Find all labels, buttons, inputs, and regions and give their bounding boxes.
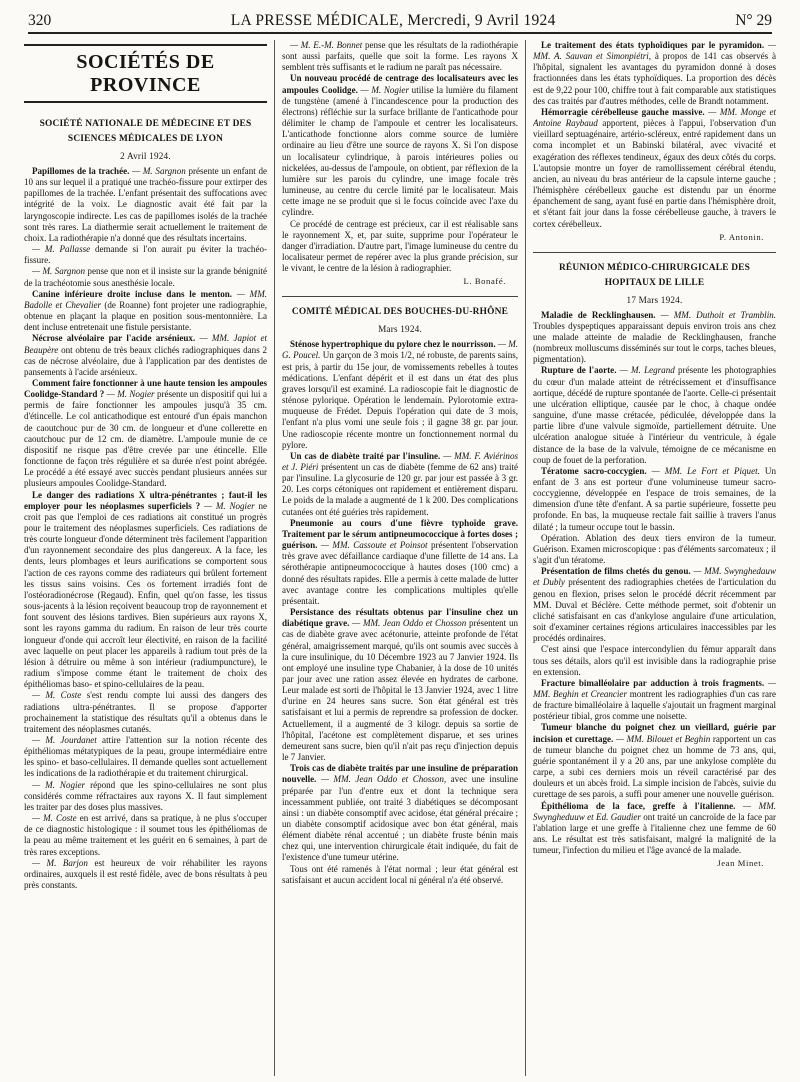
paragraph <box>24 690 267 735</box>
signature-lyon: L. Bonafé. <box>463 276 506 287</box>
marseille-paragraphs-b <box>533 40 776 230</box>
marseille-paragraphs-a <box>282 339 518 886</box>
paragraph-text: présentent des radiographies chetées de l'articulation du genou en flexion, prises selon le procédé décrit récemment par MM. Duval et Béclère. Cette méthode permet, soit d'obtenir un cliché satisfaisant en cas d'ankylose angulaire d'une articulation, soit d'examiner certaines régions articulaires inaccessibles par les procédés ordinaires. <box>533 577 776 644</box>
society-title-marseille: COMITÉ MÉDICAL DES BOUCHES-DU-RHÔNE <box>282 296 518 320</box>
paragraph-text: ne croit pas que l'emploi de ces radiations ait constitué un progrès pour le traitement des néoplasmes superficiels. Ces radiations de très courte longueur d'onde déterminent très facilement l'apparition d'un rayonnement secondaire des plus dangereux. A la face, les dents, leurs plombages et leurs aurifications se comportent sous l'action de ces rayons comme des radiateurs qui brûlent fortement les tissus sains voisins. Ces os fortement irradiés font de l'ostéoradionécrose (Regaud). Enfin, quel qu'on fasse, les tissus sous-jacents à la lésion reçoivent beaucoup trop de rayonnement et font souvent des lésions tardives. Bien supérieurs aux rayons X, sont les rayons gamma du radium. En raison de leur très courte longueur d'onde qui accroît leur électivité, en raison de la facilité avec laquelle on peut placer les appareils à radium tout près de la lésion à détruire ou même à son intérieur (radiumpuncture), le radium s'impose comme étant le traitement de choix des épithéliomas baso- et spino-cellulaires de la peau. <box>24 500 267 690</box>
paragraph <box>24 735 267 780</box>
paragraph-authors: — M. Nogier <box>357 84 409 95</box>
column-middle <box>282 40 518 1080</box>
paragraph <box>24 780 267 813</box>
paragraph-authors: — MM. Monge et Antoine Raybaud <box>533 106 776 129</box>
paragraph-text: présente les photographies du cœur d'un malade atteint de rétrécissement et d'insuffisance aortique, décédé de rupture spontanée de l'aorte. Celle-ci présentait une ulcération elliptique, causée par le choc, à chaque ondée sanguine, d'une masse crétacée, pédiculée, développée dans la partie libre d'une valvule sigmoïde, partiellement détruite. Une ulcération analogue située à l'intérieur du ventricule, à égale distance de la base de la valvule, témoigne de ce mécanisme en coup de fouet de la perforation. <box>533 365 776 465</box>
paragraph-heading: Tumeur blanche du poignet chez un vieillard, guérie par incision et curettage. <box>533 722 776 744</box>
paragraph-authors: — MM. Swynghedauw et Dubly <box>533 566 776 588</box>
paragraph <box>24 378 267 490</box>
paragraph-authors: — MM. A. Sauvan et Simonpiétri, <box>533 40 776 62</box>
paragraph-heading: Épithélioma de la face, greffe à l'italienne. <box>541 800 736 811</box>
society-title-lyon: SOCIÉTÉ NATIONALE DE MÉDECINE ET DES SCIENCES MÉDICALES DE LYON <box>39 119 252 144</box>
paragraph <box>533 801 776 857</box>
paragraph-text: avec une insuline préparée par l'un d'entre eux et dont la technique sera incessamment publiée, ont traité 3 diabétiques se décomposant ainsi : un diabète consomptif avec acidose, état général précaire ; un diabète consomptif acidosique avec bon état général, mais élément diabète rénal accentué ; un diabète fruste bénin mais chez qui, une intervention chirurgicale était indiquée, du fait de l'existence d'une tumeur utérine. <box>282 774 518 863</box>
paragraph-text: Ce procédé de centrage est précieux, car il est réalisable sans le rayonnement X, et, par suite, supprime pour l'opérateur le danger d'irradiation. D'autre part, l'image lumineuse du centre du localisateur permet de repérer avec la plus grande précision, sur le vivant, le centre de la lésion à radiographier. <box>282 218 518 274</box>
paragraph-heading: Un cas de diabète traité par l'insuline. <box>290 450 441 461</box>
paragraph-text: Troubles dyspeptiques apparaissant depuis environ trois ans chez une malade atteinte de maladie de Recklinghausen, franche (nombreux molluscums disséminés sur tout le corps, taches bleues, pigmentation). <box>533 320 776 365</box>
paragraph <box>282 73 518 218</box>
paragraph-text: présentent un cas de diabète grave avec acétonurie, atteinte profonde de l'état général, amaigrissement marqué, qu'ils ont soumis avec succès à la cure insulinique, du 10 Décembre 1923 au 7 Janvier 1924. Ils ont employé une insuline type Chabanier, à la dose de 10 unités par jour avec une ration assez élevée en hydrates de carbone. Leur malade est sorti de l'hôpital le 13 Janvier 1924, avec 1 litre d'urine en 24 heures sans sucre. Son état général est très satisfaisant et lui a permis de reprendre sa profession de docker. Actuellement, il a augmenté de 3 kilogr. depuis sa sortie de l'hôpital, l'acétone est complètement disparue, et ses urines demeurent sans sucre, bien qu'il n'ait pas reçu d'injection depuis le 7 Janvier. <box>282 618 518 763</box>
paragraph-heading: Fracture bimalléolaire par adduction à trois fragments. <box>541 677 765 688</box>
paragraph-authors: — M. Sargnon <box>32 266 86 277</box>
paragraph-text: montrent les radiographies d'un cas rare de fracture bimalléolaire à laquelle s'ajoutait un fragment marginal postérieur tibial, gros comme une noisette. <box>533 688 776 722</box>
paragraph-authors: — MM. Cassoute et Poinsot <box>317 540 428 551</box>
paragraph-heading: Canine inférieure droite incluse dans le menton. <box>32 288 233 299</box>
paragraph-heading: Tératome sacro-coccygien. <box>541 465 647 476</box>
paragraph-heading: Papillomes de la trachée. <box>32 166 130 176</box>
paragraph-text: présentent l'observation très grave avec défaillance cardiaque d'une fillette de 14 ans. La sérothérapie antipneumococcique à hautes doses (100 cmc) a donné des résultats rapides. Elle a permis à cette malade de lutter avec avantage contre les complications multiples qu'elle présentait. <box>282 540 518 606</box>
paragraph-authors: — M. Nogier <box>104 389 155 400</box>
paragraph-heading: Trois cas de diabète traités par une insuline de préparation nouvelle. <box>282 763 518 785</box>
paragraph-heading: Un nouveau procédé de centrage des localisateurs avec les ampoules Coolidge. <box>282 73 518 95</box>
paragraph-text: présente un enfant de 10 ans sur lequel il a pratiqué une trachéo-fissure pour extirper des papillomes de la trachée. L'enfant présentait des suffocations avec intégrité de la voix. Le diagnostic avait été fait par la laryngoscopie indirecte. Les cas de papillomes isolés de la trachée sont très rares. La diathermie serait actuellement le traitement de choix. La radiothérapie n'a donné que des résultats incertains. <box>24 166 267 243</box>
paragraph-authors: — M. Nogier <box>200 500 255 511</box>
paragraph-heading: Le danger des radiations X ultra-pénétrantes ; faut-il les employer pour les néoplasmes superficiels ? <box>24 489 267 511</box>
paragraph-text: Opération. Ablation des deux tiers environ de la tumeur. Guérison. Examen microscopique : pas d'éléments sarcomateux ; il s'agit d'un tératome. <box>533 532 776 566</box>
paragraph <box>533 678 776 723</box>
paragraph-authors: — MM. Le Fort et Piquet. <box>646 465 760 476</box>
paragraph-authors: — M. Pallasse <box>32 244 91 255</box>
journal-title-line: LA PRESSE MÉDICALE, Mercredi, 9 Avril 1924 <box>230 12 556 29</box>
paragraph <box>282 40 518 73</box>
paragraph <box>24 813 267 858</box>
page-header <box>28 10 772 34</box>
section-title: SOCIÉTÉS DE PROVINCE <box>24 44 267 103</box>
paragraph <box>24 289 267 334</box>
paragraph-authors: — MM. Badolle et Chevalier <box>24 288 267 310</box>
paragraph-heading: Nécrose alvéolaire par l'acide arsénieux. <box>32 333 196 344</box>
meeting-date-marseille: Mars 1924. <box>378 324 422 335</box>
paragraph <box>533 310 776 366</box>
paragraph-text: ont obtenu de très beaux clichés radiographiques dans 2 cas de nécrose alvéolaire, due à l'application par des dentistes de pansements à l'acide arsénieux. <box>24 344 267 377</box>
paragraph <box>533 533 776 566</box>
paragraph-text: demande si l'on aurait pu éviter la trachéo-fissure. <box>24 244 267 266</box>
signature-marseille: P. Antonin. <box>719 231 764 242</box>
paragraph-authors: — M. Nogier <box>32 779 86 790</box>
paragraph-text: attire l'attention sur la notion récente des épithéliomas métatypiques de la peau, groupe intermédiaire entre les spino- et baso-cellulaires. Il demande quelles sont actuellement les indications de la radiothérapie et du traitement chirurgical. <box>24 734 267 779</box>
paragraph <box>282 607 518 763</box>
paragraph <box>24 266 267 288</box>
meeting-date-lyon: 2 Avril 1924. <box>120 151 171 161</box>
paragraph-heading: Pneumonie au cours d'une fièvre typhoïde grave. Traitement par le sérum antipneumococcique à fortes doses ; guérison. <box>282 517 518 551</box>
paragraph-heading: Sténose hypertrophique du pylore chez le nourrisson. <box>290 339 496 350</box>
paragraph <box>24 333 267 378</box>
paragraph-heading: Persistance des résultats obtenus par l'insuline chez un diabétique grave. <box>282 607 518 629</box>
paragraph-heading: Comment faire fonctionner à une haute tension les ampoules Coolidge-Standard ? <box>24 377 267 400</box>
signature-lille: Jean Minet. <box>717 858 764 869</box>
paragraph-authors: — M. Jourdanet <box>32 734 97 745</box>
paragraph-heading: Le traitement des états typhoïdiques par le pyramidon. <box>541 40 765 50</box>
paragraph <box>282 864 518 886</box>
paragraph-text: rapportent un cas de tumeur blanche du poignet chez un homme de 73 ans, qui, guérie spontanément il y a 20 ans, par une ankylose complète du carpe, a subi ces derniers mois un réveil caractérisé par des douleurs et un abcès froid. La simple incision de l'abcès, suivie du curettage de ses parois, a suffi pour amener une nouvelle guérison. <box>533 733 776 800</box>
paragraph <box>533 107 776 230</box>
paragraph-authors: — MM. F. Aviérinos et J. Piéri <box>282 450 518 472</box>
paragraph <box>533 644 776 677</box>
paragraph <box>533 365 776 465</box>
paragraph-authors: — MM. Swyngheduuw et Ed. Gaudier <box>533 800 776 822</box>
paragraph-authors: — MM. Japiot et Beaupère <box>24 333 267 355</box>
paragraph <box>282 451 518 518</box>
paragraph-text: présentent un cas de diabète (femme de 62 ans) traité par l'insuline. La glycosurie de 120 gr. par jour est passée à 3 gr. 20. Les corps cétoniques ont rapidement et entièrement disparu. Le poids de la malade a augmenté de 1 k 200. Des complications cutanées ont été guéries très rapidement. <box>282 462 518 517</box>
paragraph <box>24 858 267 891</box>
paragraph-text: Un garçon de 3 mois 1/2, né robuste, de parents sains, est pris, à partir du 15e jour, de vomissements rebelles à toutes médications. L'enfant dépérit et il est dans un état des plus graves lorsqu'il est examiné. La radioscopie fait le diagnostic de sténose pylorique. Opération le lendemain. Pylorotomie extra-muqueuse de Frédet. Depuis l'opération qui date de 3 mois, l'enfant n'a plus vomi une seule fois ; il gagne 38 gr. par jour. Une radioscopie récente montre un fonctionnement normal du pylore. <box>282 350 518 450</box>
column-right <box>533 40 776 1080</box>
meeting-date-lille: 17 Mars 1924. <box>626 294 683 305</box>
paragraph-text: utilise la lumière du filament de tungstène (amené à l'incandescence pour la production des électrons) réfléchie sur la surface brillante de l'anticathode pour délimiter le champ de l'ampoule et centrer les localisateurs. L'anticathode fonctionne alors comme source de lumière ordinaire au lieu d'être une source de rayons X. Si l'on dispose un localisateur cylindrique, à parois intérieures polies ou nickelées, au-dessus de l'ampoule, on obtient, par réflexion de la lumière sur les parois du cylindre, une image focale très lumineuse, au centre du cercle limité par le localisateur. Mais cette image ne se produit que si le focus coïncide avec l'axe du cylindre. <box>282 84 518 218</box>
paragraph-text: pense que non et il insiste sur la grande bénignité de la trachéotomie sous anesthésie locale. <box>24 266 267 288</box>
paragraph-text: apportent, pièces à l'appui, l'observation d'un vieillard septuagénaire, artério-scléreux, entré rapidement dans un coma incomplet et un Babinski bilatéral, avec vivacité et exagération des réflexes tendineux, égaux des deux côtés du corps. L'autopsie montre un foyer de ramollissement cérébral étendu, ancien, au niveau du bras antérieur de la capsule interne gauche ; l'hémisphère cérébelleux gauche est distendu par un énorme épanchement de sang, ayant fusé en partie dans l'hémisphère droit, et s'étant fait jour dans la fosse cérébelleuse gauche, à travers le cortex cérébelleux. <box>533 118 776 229</box>
issue-number: N° 29 <box>735 12 772 29</box>
lille-paragraphs <box>533 310 776 857</box>
paragraph-text: est heureux de voir réhabiliter les rayons ordinaires, auxquels il est resté fidèle, avec de bons résultats à peu près constants. <box>24 857 267 890</box>
paragraph-heading: Maladie de Recklinghausen. <box>541 309 656 320</box>
paragraph-text: C'est ainsi que l'espace intercondylien du fémur apparaît dans tous ses détails, alors qu'il est invisible dans la radiographie prise en extension. <box>533 644 776 677</box>
paragraph <box>282 763 518 863</box>
paragraph <box>282 219 518 275</box>
lyon-paragraphs-a <box>24 166 267 891</box>
paragraph-heading: Rupture de l'aorte. <box>541 365 617 376</box>
paragraph <box>282 339 518 451</box>
paragraph-authors: — M. Coste <box>32 690 82 701</box>
paragraph-authors: — MM. Jean Oddo et Chosson <box>349 618 467 629</box>
paragraph-text: (de Roanne) font projeter une radiographie, obtenue en plaçant la plaque en position sous-mentonnière. La dent incluse entretenait une fistule persistante. <box>24 299 267 333</box>
paragraph-text: s'est rendu compte lui aussi des dangers des radiations ultra-pénétrantes. Il se propose d'apporter prochainement la statistique des résultats qu'il a obtenus dans le traitement des néoplasmes cutanés. <box>24 690 267 734</box>
paragraph-heading: Présentation de films chetés du genou. <box>541 566 691 577</box>
paragraph-authors: — MM. Jean Oddo et Chosson, <box>316 774 447 785</box>
paragraph-text: à propos de 141 cas observés à l'hôpital, signalent les avantages du pyramidon donné à doses fractionnées dans les états typhoïdiques. La proportion des décès est de 9,22 pour 100, chiffre tout à fait comparable aux statistiques des cas traités par d'autres méthodes, celle de Brandt notamment. <box>533 51 776 106</box>
paragraph <box>533 566 776 644</box>
article-columns <box>24 40 776 1080</box>
paragraph-authors: — M. Sargnon <box>129 166 186 176</box>
paragraph-authors: — M. Barjon <box>32 857 88 868</box>
paragraph-authors: — M. E.-M. Bonnet <box>290 40 363 50</box>
paragraph <box>24 244 267 266</box>
paragraph-text: présente un dispositif qui lui a permis de faire fonctionner les ampoules jusqu'à 35 cm. d'étincelle. Le col anticathodique est entouré d'un épais manchon de caoutchouc pur de 30 cm. de longueur et d'une collerette en caoutchouc pur de 12 cm. de diamètre. L'ampoule munie de ce dispositif ne risque pas d'être crevée par une étincelle. Elle fonctionne de façon très régulière et sa durée n'est point abrégée. Le procédé a été essayé avec succès pendant plusieurs années sur plusieurs ampoules Coolidge-Standard. <box>24 389 267 489</box>
paragraph <box>24 490 267 691</box>
paragraph-authors: — MM. Beghin et Creancier <box>533 677 776 699</box>
paragraph-authors: — MM. Bilouet et Beghin <box>613 733 711 744</box>
paragraph <box>533 466 776 533</box>
paragraph <box>282 518 518 607</box>
page-number: 320 <box>28 12 52 29</box>
paragraph-authors: — MM. Duthoit et Tramblin. <box>655 309 776 320</box>
column-left <box>24 40 267 1080</box>
paragraph-text: en est arrivé, dans sa pratique, à ne plus s'occuper de ce diagnostic histologique : il soumet tous les épithéliomas de la peau au même traitement et les guérit en 6 semaines, à part de très rares exceptions. <box>24 813 267 857</box>
paragraph-authors: — M. G. Poucel. <box>282 339 518 361</box>
paragraph-text: ont traité un cancroïde de la face par l'ablation large et une greffe à l'italienne chez une femme de 60 ans. Le résultat est très satisfaisant, malgré la malignité de la tumeur, l'infection du milieu et l'âge avancé de la malade. <box>533 811 776 856</box>
paragraph-text: répond que les spino-cellulaires ne sont plus considérés comme réfractaires aux rayons X. Il faut simplement les traiter par des doses plus massives. <box>24 779 267 812</box>
paragraph-text: Un enfant de 3 ans est porteur d'une volumineuse tumeur sacro-coccygienne, développée en l'espace de trois semaines, de la dimension d'une tête d'enfant. A sa partie supérieure, fossette peu profonde. En bas, la muqueuse rectale fait saillie à travers l'anus dilaté ; la tumeur occupe tout le bassin. <box>533 465 776 532</box>
paragraph <box>533 40 776 107</box>
paragraph-text: Tous ont été ramenés à l'état normal ; leur état général est satisfaisant et aucun accident local ni général n'a été observé. <box>282 863 518 885</box>
paragraph <box>24 166 267 244</box>
paragraph-heading: Hémorragie cérébelleuse gauche massive. <box>541 106 705 117</box>
society-title-lille: RÉUNION MÉDICO-CHIRURGICALE DES HOPITAUX DE LILLE <box>533 252 776 291</box>
paragraph <box>533 722 776 800</box>
lyon-paragraphs-b <box>282 40 518 274</box>
paragraph-authors: — M. Coste <box>32 813 77 824</box>
paragraph-authors: — M. Legrand <box>616 365 675 376</box>
paragraph-text: pense que les résultats de la radiothérapie sont aussi parfaits, quelle que soit la forme. Les rayons X semblent très suffisants et le radium ne paraît pas nécessaire. <box>282 40 518 73</box>
